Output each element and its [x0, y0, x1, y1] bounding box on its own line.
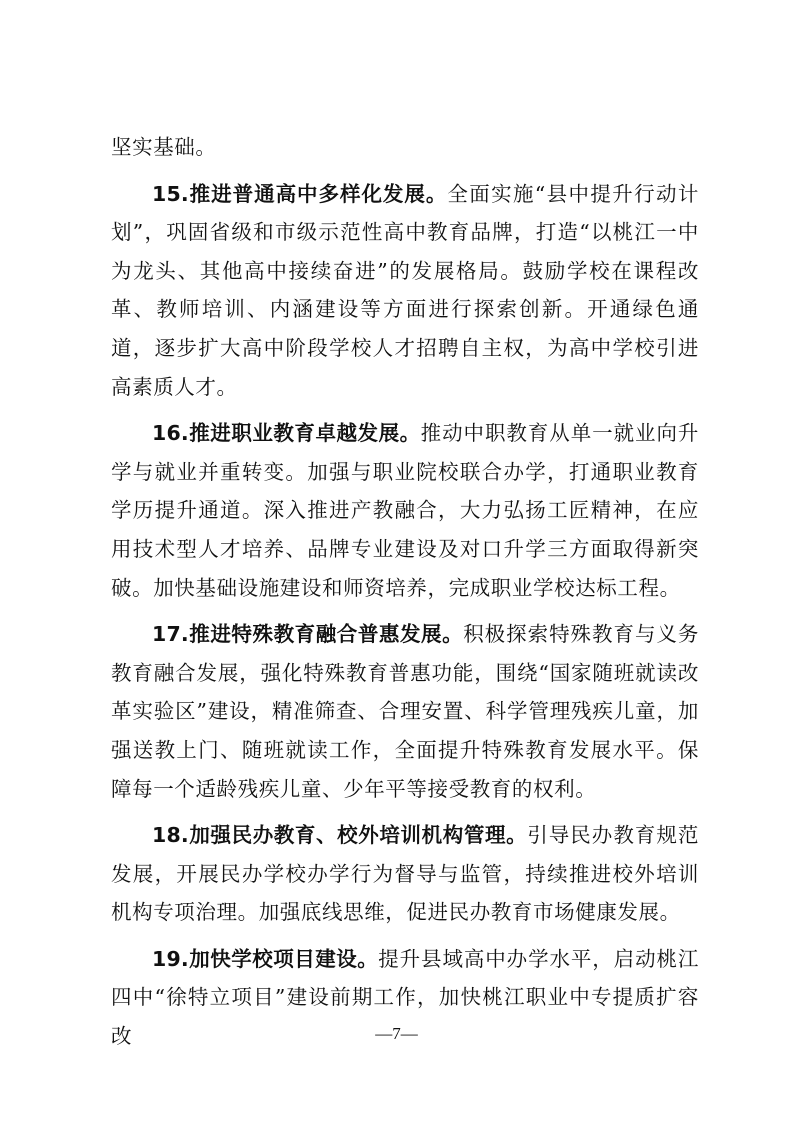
paragraph-item-16	[111, 414, 699, 607]
paragraph-item-17	[111, 615, 699, 808]
paragraph-item-15	[111, 175, 699, 407]
paragraph-heading: 18.加强民办教育、校外培训机构管理。	[152, 823, 528, 848]
document-body	[111, 128, 699, 1064]
paragraph-heading: 15.推进普通高中多样化发展。	[152, 181, 448, 206]
paragraph-continuation	[111, 128, 699, 167]
paragraph-text: 坚实基础。	[111, 135, 217, 159]
paragraph-heading: 16.推进职业教育卓越发展。	[152, 421, 421, 446]
paragraph-text: 提升县域高中办学水平，启动桃江四中“徐特立项目”建设前期工作，加快桃江职业中专提质扩容改	[111, 946, 699, 1049]
paragraph-text: 全面实施“县中提升行动计划”，巩固省级和市级示范性高中教育品牌，打造“以桃江一中为龙头、其他高中接续奋进”的发展格局。鼓励学校在课程改革、教师培训、内涵建设等方面进行探索创新。开通绿色通道，逐步扩大高中阶段学校人才招聘自主权，为高中学校引进高素质人才。	[111, 181, 699, 399]
paragraph-text: 引导民办教育规范发展，开展民办学校办学行为督导与监管，持续推进校外培训机构专项治理。加强底线思维，促进民办教育市场健康发展。	[111, 823, 699, 925]
paragraph-item-18	[111, 816, 699, 932]
paragraph-text: 推动中职教育从单一就业向升学与就业并重转变。加强与职业院校联合办学，打通职业教育学历提升通道。深入推进产教融合，大力弘扬工匠精神，在应用技术型人才培养、品牌专业建设及对口升学三方面取得新突破。加快基础设施建设和师资培养，完成职业学校达标工程。	[111, 421, 699, 600]
paragraph-text: 积极探索特殊教育与义务教育融合发展，强化特殊教育普惠功能，围绕“国家随班就读改革实验区”建设，精准筛查、合理安置、科学管理残疾儿童，加强送教上门、随班就读工作，全面提升特殊教育发展水平。保障每一个适龄残疾儿童、少年平等接受教育的权利。	[111, 622, 700, 801]
paragraph-heading: 17.推进特殊教育融合普惠发展。	[152, 622, 464, 647]
paragraph-heading: 19.加快学校项目建设。	[152, 946, 379, 971]
page-number: —7—	[375, 1024, 418, 1043]
